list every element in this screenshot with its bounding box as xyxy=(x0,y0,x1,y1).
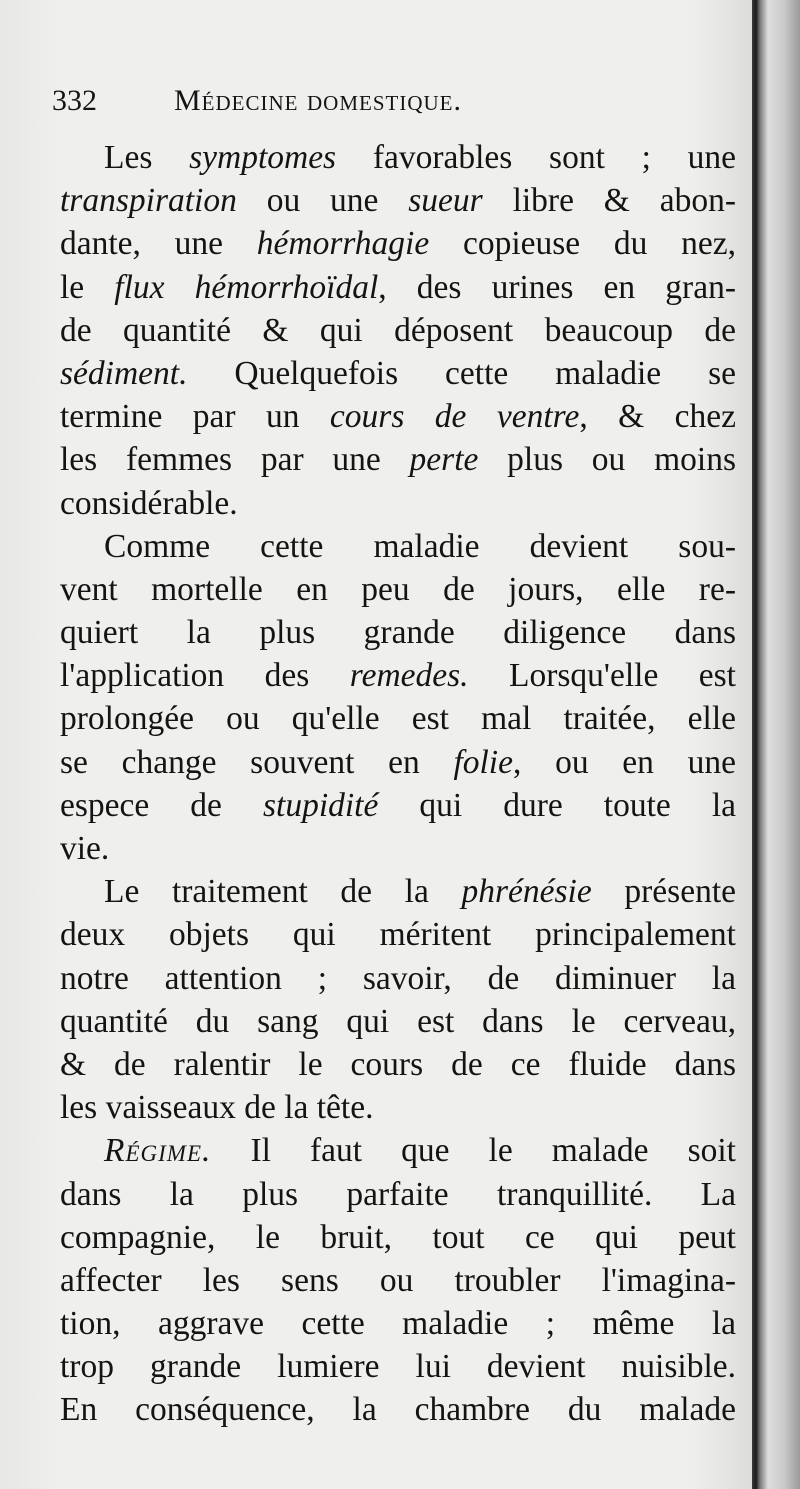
text-run: compagnie, le bruit, tout ce qui peut xyxy=(60,1218,736,1256)
text-run: notre attention ; savoir, de diminuer la xyxy=(60,959,736,997)
text-run: se change souvent en xyxy=(60,743,454,781)
book-gutter xyxy=(752,0,800,1489)
italic-term: remedes. xyxy=(349,657,469,695)
text-run: Comme cette maladie devient sou- xyxy=(104,527,736,565)
text-line xyxy=(60,1259,736,1302)
text-run: tion, aggrave cette maladie ; même la xyxy=(60,1305,736,1343)
text-line xyxy=(60,957,736,1000)
text-line xyxy=(60,1173,736,1216)
text-line xyxy=(60,438,736,481)
text-line xyxy=(60,179,736,222)
text-run: prolongée ou qu'elle est mal traitée, elle xyxy=(60,700,736,738)
italic-term: sueur xyxy=(408,182,483,220)
running-head xyxy=(52,84,732,128)
text-line xyxy=(60,1388,736,1431)
text-line xyxy=(60,309,736,352)
italic-term: stupidité xyxy=(262,786,379,824)
text-line xyxy=(60,525,736,568)
italic-term: perte xyxy=(409,441,479,479)
text-line xyxy=(60,741,736,784)
italic-term: transpiration xyxy=(60,182,237,220)
text-line xyxy=(60,1086,736,1129)
text-run: le xyxy=(60,268,115,306)
text-line xyxy=(60,1129,736,1172)
text-run: En conséquence, la chambre du malade xyxy=(60,1391,736,1429)
text-line xyxy=(60,784,736,827)
italic-term: phrénésie xyxy=(461,873,592,911)
text-line xyxy=(60,1302,736,1345)
text-line xyxy=(60,870,736,913)
text-run: les vaisseaux de la tête. xyxy=(60,1089,374,1127)
text-run: quiert la plus grande diligence dans xyxy=(60,614,736,652)
paragraph xyxy=(60,870,736,1129)
text-run: espece de xyxy=(60,786,263,824)
text-run: Quelquefois cette maladie se xyxy=(187,354,736,392)
text-line xyxy=(60,136,736,179)
text-line xyxy=(60,266,736,309)
text-line xyxy=(60,1216,736,1259)
text-line xyxy=(60,654,736,697)
text-line xyxy=(60,1043,736,1086)
paragraph xyxy=(60,136,736,525)
text-run: de quantité & qui déposent beaucoup de xyxy=(60,311,736,349)
text-run: Il faut que le malade soit xyxy=(211,1132,736,1170)
text-line xyxy=(60,482,736,525)
text-run: plus ou moins xyxy=(478,441,736,479)
text-run: , & chez xyxy=(579,398,736,436)
italic-term: sédiment. xyxy=(60,354,188,392)
text-line xyxy=(60,611,736,654)
text-run: libre & abon- xyxy=(482,182,736,220)
text-run: affecter les sens ou troubler l'imagina- xyxy=(60,1261,736,1299)
text-line xyxy=(60,352,736,395)
text-run: , des urines en gran- xyxy=(378,268,736,306)
text-run: copieuse du nez, xyxy=(429,225,736,263)
text-run: dans la plus parfaite tranquillité. La xyxy=(60,1175,736,1213)
text-run: termine par un xyxy=(60,398,330,436)
italic-term: hémorrhagie xyxy=(256,225,430,263)
italic-term: symptomes xyxy=(189,139,337,176)
italic-term: cours de ventre xyxy=(329,398,580,436)
text-run: Le traitement de la xyxy=(104,873,462,911)
text-line xyxy=(60,827,736,870)
text-line xyxy=(60,1345,736,1388)
section-heading: Régime. xyxy=(104,1132,212,1170)
italic-term: folie xyxy=(453,743,513,781)
text-run: considérable. xyxy=(60,484,238,522)
text-run: l'application des xyxy=(60,657,350,695)
text-run: les femmes par une xyxy=(60,441,410,479)
body-text xyxy=(60,136,736,1432)
text-run: qui dure toute la xyxy=(378,786,736,824)
text-run: présente xyxy=(591,873,736,911)
text-line xyxy=(60,395,736,438)
text-run: quantité du sang qui est dans le cerveau, xyxy=(60,1002,736,1040)
text-run: ou une xyxy=(236,182,409,220)
italic-term: flux hémorrhoïdal xyxy=(114,268,379,306)
text-line xyxy=(60,1000,736,1043)
paragraph xyxy=(60,1129,736,1431)
text-run: Lorsqu'elle est xyxy=(468,657,736,695)
text-run: vent mortelle en peu de jours, elle re- xyxy=(60,570,736,608)
text-run: Les xyxy=(104,139,190,176)
text-run: favorables sont ; une xyxy=(336,139,736,176)
text-line xyxy=(60,222,736,265)
running-title: Médecine domestique. xyxy=(174,84,462,117)
paragraph xyxy=(60,525,736,871)
text-run: & de ralentir le cours de ce fluide dans xyxy=(60,1045,736,1083)
text-line xyxy=(60,568,736,611)
text-run: , ou en une xyxy=(512,743,736,781)
text-line xyxy=(60,697,736,740)
text-run: trop grande lumiere lui devient nuisible. xyxy=(60,1348,736,1386)
text-run: deux objets qui méritent principalement xyxy=(60,916,736,954)
text-run: vie. xyxy=(60,830,110,867)
page-number: 332 xyxy=(52,84,97,117)
text-run: dante, une xyxy=(60,225,257,263)
text-line xyxy=(60,913,736,956)
